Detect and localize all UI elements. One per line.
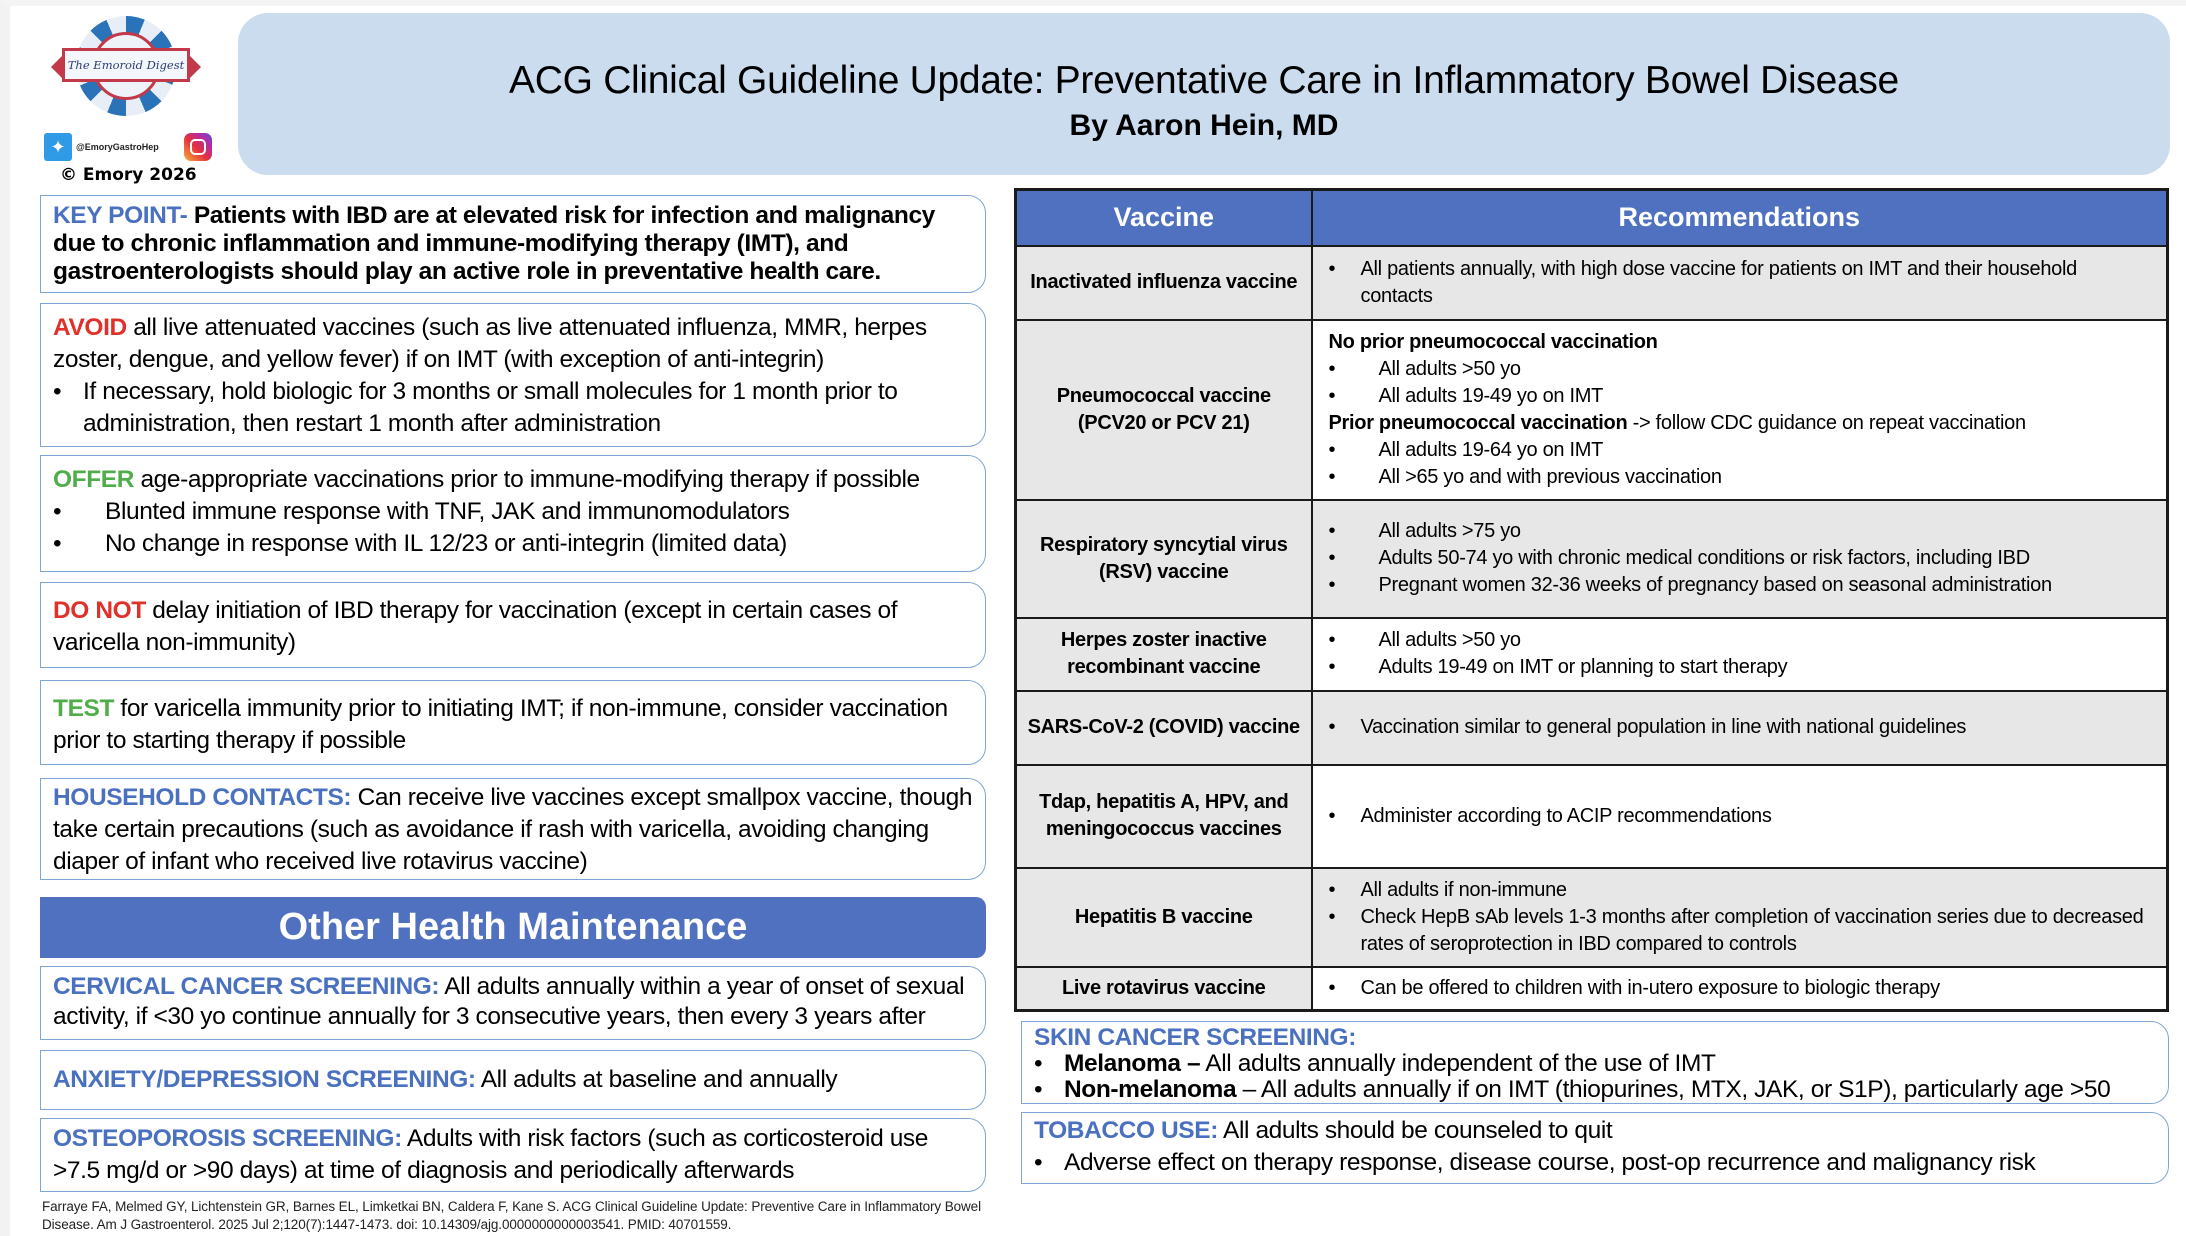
avoid-text: all live attenuated vaccines (such as live attenuated influenza, MMR, herpes zoster, dengue, and yellow fever) if on IMT (with exception of anti-integrin)	[53, 314, 927, 373]
avoid-box	[40, 303, 986, 447]
bullet-icon: •	[1328, 905, 1336, 928]
vaccine-name: SARS-CoV-2 (COVID) vaccine	[1016, 691, 1312, 765]
skin-label: SKIN CANCER SCREENING:	[1034, 1024, 1356, 1051]
twitter-icon[interactable]: ✦	[44, 133, 72, 161]
bullet-icon: •	[1328, 574, 1336, 596]
vaccine-name: Tdap, hepatitis A, HPV, and meningococcus vaccines	[1016, 765, 1312, 868]
vaccine-name: Live rotavirus vaccine	[1016, 967, 1312, 1011]
recommendation-cell: • All patients annually, with high dose vaccine for patients on IMT and their household contacts	[1312, 246, 2168, 320]
vaccine-name: Respiratory syncytial virus (RSV) vaccine	[1016, 500, 1312, 618]
key-point-text: Patients with IBD are at elevated risk for infection and malignancy due to chronic inflammation and immune-modifying therapy (IMT), and gastroenterologists should play an active role in preventative health care.	[53, 202, 935, 285]
vaccine-name: Pneumococcal vaccine (PCV20 or PCV 21)	[1016, 320, 1312, 500]
tobacco-use-box	[1021, 1112, 2169, 1184]
table-row	[1016, 320, 2168, 500]
tobacco-bullet: • Adverse effect on therapy response, disease course, post-op recurrence and malignancy risk	[1034, 1147, 2156, 1179]
cervical-text: All adults annually within a year of onset of sexual activity, if <30 yo continue annually for 3 consecutive years, then every 3 years after	[53, 973, 965, 1030]
citation: Farraye FA, Melmed GY, Lichtenstein GR, Barnes EL, Limketkai BN, Caldera F, Kane S. ACG Clinical Guideline Update: Preventive Care in Inflammatory Bowel Disease. Am J Gastroenterol. 2025 Jul 2;120(7):1447-1473. doi: 10.14309/ajg.0000000000003541. PMID: 40701559.	[42, 1199, 981, 1232]
offer-box	[40, 455, 986, 572]
bullet-icon: •	[53, 530, 62, 557]
other-health-maintenance-heading: Other Health Maintenance	[40, 897, 986, 958]
avoid-label: AVOID	[53, 314, 127, 341]
bullet-icon: •	[1328, 438, 1336, 461]
tobacco-text: All adults should be counseled to quit	[1217, 1117, 1613, 1144]
table-row	[1016, 246, 2168, 320]
author: By Aaron Hein, MD	[1069, 109, 1339, 142]
cervical-label: CERVICAL CANCER SCREENING:	[53, 973, 440, 1000]
test-label: TEST	[53, 695, 115, 722]
vaccine-table	[1014, 188, 2169, 1012]
skin-item: • Non-melanoma – All adults annually if on IMT (thiopurines, MTX, JAK, or S1P), particularly age >50	[1034, 1076, 2111, 1103]
logo-block	[40, 12, 212, 184]
table-header-row	[1016, 190, 2168, 246]
do-not-label: DO NOT	[53, 597, 146, 624]
social-handle: @EmoryGastroHep	[76, 142, 159, 152]
offer-bullet: • Blunted immune response with TNF, JAK and immunomodulators	[53, 496, 973, 528]
recommendation-cell: • All adults >75 yo • Adults 50-74 yo with chronic medical conditions or risk factors, including IBD • Pregnant women 32-36 weeks of pregnancy based on seasonal administration	[1312, 500, 2168, 618]
skin-item: • Melanoma – All adults annually independent of the use of IMT	[1034, 1050, 1716, 1077]
bullet-icon: •	[1328, 257, 1336, 280]
bullet-icon: •	[1328, 547, 1336, 569]
bullet-icon: •	[1328, 384, 1336, 407]
page-title: ACG Clinical Guideline Update: Preventative Care in Inflammatory Bowel Disease	[509, 59, 1899, 102]
bullet-icon: •	[1328, 976, 1336, 999]
column-header-vaccine: Vaccine	[1016, 190, 1312, 246]
bullet-icon: •	[1034, 1076, 1043, 1103]
key-point-label: KEY POINT-	[53, 202, 188, 229]
emoroid-digest-logo	[62, 12, 190, 130]
title-banner	[238, 13, 2170, 175]
offer-label: OFFER	[53, 466, 135, 493]
bullet-icon: •	[1328, 629, 1336, 651]
do-not-text: delay initiation of IBD therapy for vaccination (except in certain cases of varicella non-immunity)	[53, 597, 898, 656]
recommendation-cell: • Vaccination similar to general population in line with national guidelines	[1312, 691, 2168, 765]
osteoporosis-label: OSTEOPOROSIS SCREENING:	[53, 1125, 402, 1152]
recommendation-cell: No prior pneumococcal vaccination • All adults >50 yo • All adults 19-49 yo on IMT Prior pneumococcal vaccination -> follow CDC guidance on repeat vaccination • All adults 19-64 yo on IMT • All >65 yo and with previous vaccination	[1312, 320, 2168, 500]
offer-text: age-appropriate vaccinations prior to immune-modifying therapy if possible	[134, 466, 920, 493]
offer-bullet: • No change in response with IL 12/23 or anti-integrin (limited data)	[53, 528, 973, 560]
recommendation-cell: • Administer according to ACIP recommendations	[1312, 765, 2168, 868]
instagram-icon[interactable]	[184, 133, 212, 161]
bullet-icon: •	[1328, 357, 1336, 380]
do-not-box	[40, 582, 986, 668]
test-text: for varicella immunity prior to initiating IMT; if non-immune, consider vaccination prior to starting therapy if possible	[53, 695, 948, 754]
vaccine-name: Inactivated influenza vaccine	[1016, 246, 1312, 320]
bullet-icon: •	[1328, 804, 1336, 827]
bullet-icon: •	[1328, 878, 1336, 901]
table-row	[1016, 500, 2168, 618]
pneumo-group1-heading: No prior pneumococcal vaccination	[1328, 330, 1658, 353]
anxiety-screening-box	[40, 1050, 986, 1110]
osteoporosis-text: Adults with risk factors (such as corticosteroid use >7.5 mg/d or >90 days) at time of diagnosis and periodically afterwards	[53, 1125, 929, 1184]
table-row	[1016, 618, 2168, 691]
cervical-screening-box	[40, 966, 986, 1040]
pneumo-group2-heading: Prior pneumococcal vaccination	[1328, 411, 1628, 434]
social-row	[44, 132, 212, 162]
anxiety-text: All adults at baseline and annually	[475, 1066, 838, 1093]
anxiety-label: ANXIETY/DEPRESSION SCREENING:	[53, 1066, 476, 1093]
bullet-icon: •	[1328, 716, 1336, 738]
table-row	[1016, 967, 2168, 1011]
recommendation-cell: • All adults >50 yo • Adults 19-49 on IMT or planning to start therapy	[1312, 618, 2168, 691]
bullet-icon: •	[1034, 1050, 1043, 1077]
copyright: © Emory 2026	[60, 165, 197, 185]
bullet-icon: •	[1328, 465, 1336, 488]
bullet-icon: •	[1328, 656, 1336, 678]
avoid-bullet: • If necessary, hold biologic for 3 months or small molecules for 1 month prior to administration, then restart 1 month after administration	[53, 376, 973, 440]
household-label: HOUSEHOLD CONTACTS:	[53, 784, 352, 811]
test-box	[40, 680, 986, 765]
table-row	[1016, 691, 2168, 765]
recommendation-cell: • All adults if non-immune • Check HepB sAb levels 1-3 months after completion of vaccination series due to decreased rates of seroprotection in IBD compared to controls	[1312, 868, 2168, 967]
bullet-icon: •	[1328, 520, 1336, 542]
table-row	[1016, 868, 2168, 967]
key-point-box	[40, 195, 986, 293]
recommendation-cell: • Can be offered to children with in-utero exposure to biologic therapy	[1312, 967, 2168, 1011]
vaccine-name: Hepatitis B vaccine	[1016, 868, 1312, 967]
household-text: Can receive live vaccines except smallpox vaccine, though take certain precautions (such as avoidance if rash with varicella, avoiding changing diaper of infant who received live rotavirus vaccine)	[53, 784, 973, 875]
table-row	[1016, 765, 2168, 868]
column-header-recommendations: Recommendations	[1312, 190, 2168, 246]
skin-cancer-screening-box	[1021, 1021, 2169, 1104]
vaccine-name: Herpes zoster inactive recombinant vaccine	[1016, 618, 1312, 691]
tobacco-label: TOBACCO USE:	[1034, 1117, 1218, 1144]
osteoporosis-screening-box	[40, 1118, 986, 1192]
logo-ribbon-text: The Emoroid Digest	[62, 48, 190, 82]
household-contacts-box	[40, 778, 986, 880]
bullet-icon: •	[1034, 1149, 1043, 1176]
bullet-icon: •	[53, 498, 62, 525]
bullet-icon: •	[53, 378, 62, 405]
